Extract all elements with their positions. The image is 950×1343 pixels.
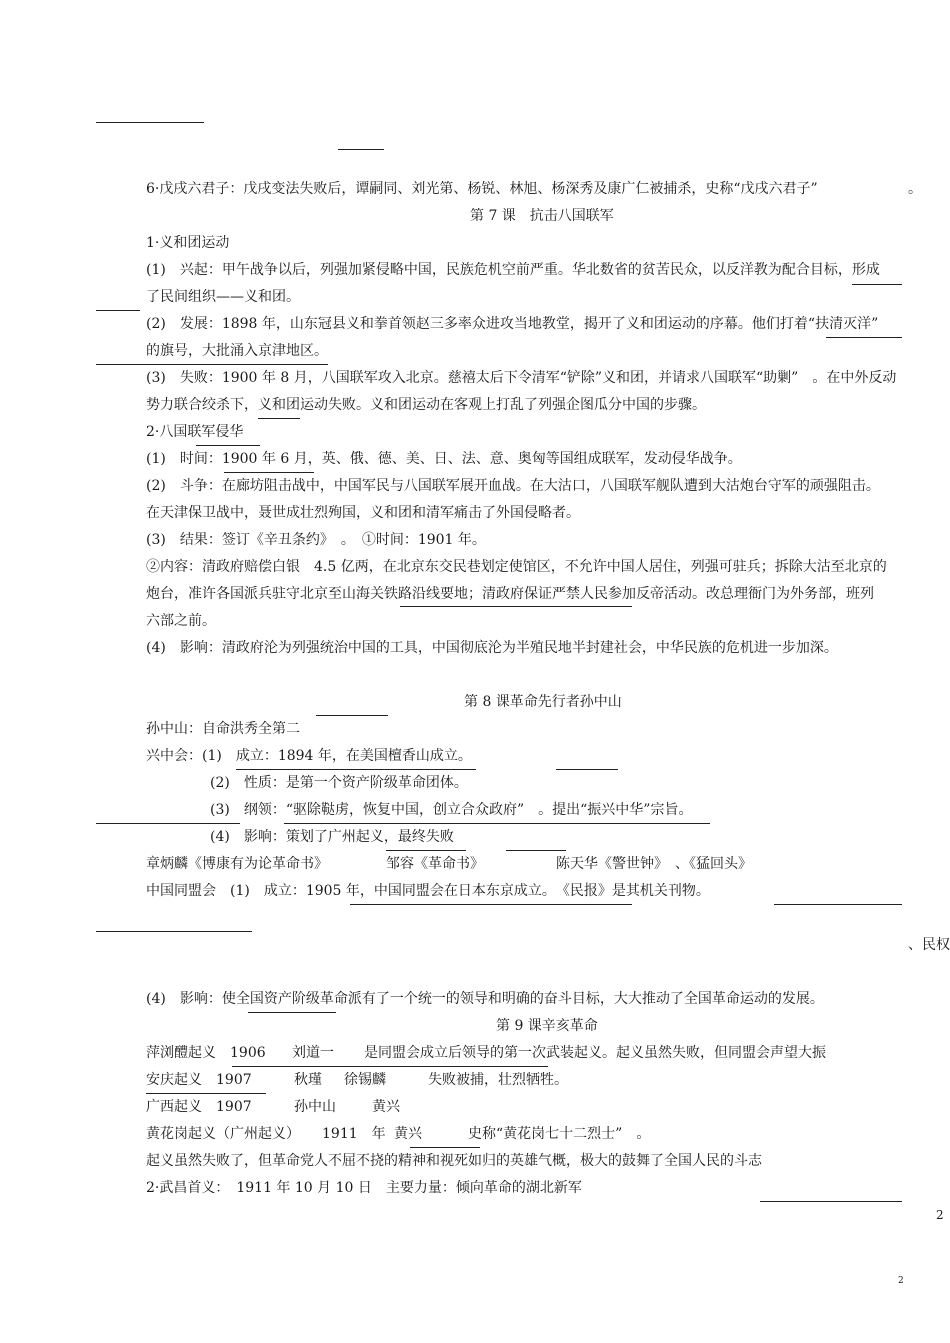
blank-line [96, 823, 240, 824]
text-line: 徐锡麟 [344, 1072, 386, 1088]
text-line: 1911 年 [322, 1126, 386, 1142]
blank-line [316, 715, 388, 716]
text-line: (3) 失败：1900 年 8 月，八国联军攻入北京。慈禧太后下令清军“铲除”义和团，并请求八国联军“助剿” 。在中外反动 [146, 370, 897, 386]
text-line: (3) 纲领：“驱除鞑虏，恢复中国，创立合众政府” 。提出“振兴中华”宗旨。 [210, 802, 693, 818]
blank-line [774, 904, 902, 905]
text-line: 陈天华《警世钟》 、《猛回头》 [556, 856, 752, 872]
blank-line [506, 850, 566, 851]
section-heading: 第 7 课 抗击八国联军 [470, 208, 614, 224]
text-line: 在天津保卫战中，聂世成壮烈殉国，义和团和清军痛击了外国侵略者。 [146, 505, 580, 521]
blank-line [826, 337, 902, 338]
blank-line [224, 472, 314, 473]
text-line: 史称“黄花岗七十二烈士” 。 [468, 1126, 651, 1142]
text-line: 中国同盟会 (1) 成立：1905 年，中国同盟会在日本东京成立。 《民报》是其机关刊物。 [146, 883, 710, 899]
blank-line [338, 149, 384, 150]
blank-line [386, 850, 466, 851]
text-line: 黄兴 [372, 1099, 400, 1115]
section-heading: 第 8 课革命先行者孙中山 [464, 694, 622, 710]
blank-line [232, 1066, 548, 1067]
blank-line [350, 904, 632, 905]
text-line: 黄花岗起义（广州起义） [146, 1126, 300, 1142]
text-line: 秋瑾 [294, 1072, 322, 1088]
sub-heading: 1·义和团运动 [146, 235, 230, 251]
text-line: 的旗号，大批涌入京津地区。 [146, 343, 328, 359]
blank-line [236, 769, 476, 770]
text-line: (1) 兴起：甲午战争以后，列强加紧侵略中国，民族危机空前严重。华北数省的贫苦民众，以反洋教为配合目标，形成 [146, 262, 880, 278]
text-line: 孙中山 [294, 1099, 336, 1115]
text-line: 2·武昌首义： 1911 年 10 月 10 日 主要力量：倾向革命的湖北新军 [146, 1180, 582, 1196]
text-line: (2) 性质：是第一个资产阶级革命团体。 [210, 775, 468, 791]
text-line: 邹容《革命书》 [386, 856, 484, 872]
text-line: 黄兴 [394, 1126, 422, 1142]
text-line: 广西起义 1907 [146, 1099, 252, 1115]
text-line: 了民间组织——义和团。 [146, 289, 300, 305]
blank-line [410, 1147, 480, 1148]
text-line: 兴中会：(1) 成立：1894 年，在美国檀香山成立。 [146, 748, 472, 764]
blank-line [400, 606, 632, 607]
blank-line [258, 418, 300, 419]
text-line: (2) 发展：1898 年，山东冠县义和拳首领赵三多率众进攻当地教堂，揭开了义和团运动的序幕。他们打着“扶清灭洋” [146, 316, 879, 332]
blank-line [196, 445, 260, 446]
text-line: (4) 影响：清政府沦为列强统治中国的工具，中国彻底沦为半殖民地半封建社会，中华民族的危机进一步加深。 [146, 640, 838, 656]
blank-line [96, 310, 140, 311]
blank-line [248, 1012, 336, 1013]
blank-line [556, 769, 618, 770]
text-line: 起义虽然失败了，但革命党人不屈不挠的精神和视死如归的英雄气概，极大的鼓舞了全国人民的斗志 [146, 1153, 762, 1169]
sub-heading: 2·八国联军侵华 [146, 424, 244, 440]
text-line: (4) 影响：策划了广州起义，最终失败 [210, 829, 454, 845]
text-line: (2) 斗争：在廊坊阻击战中，中国军民与八国联军展开血战。在大沽口，八国联军舰队遭到大沽炮台守军的顽强阻击。 [146, 478, 880, 494]
text-line: 炮台，准许各国派兵驻守北京至山海关铁路沿线要地；清政府保证严禁人民参加反帝活动。改总理衙门为外务部，班列 [146, 586, 874, 602]
text-line: ②内容：清政府赔偿白银 4.5 亿两，在北京东交民巷划定使馆区，不允许中国人居住，列强可驻兵；拆除大沽至北京的 [146, 559, 887, 575]
blank-line [96, 364, 328, 365]
text-line: 孙中山：自命洪秀全第二 [146, 721, 300, 737]
text-line: 失败被捕，壮烈牺牲。 [428, 1072, 568, 1088]
text-line: 6·戊戌六君子：戊戌变法失败后，谭嗣同、刘光第、杨锐、林旭、杨深秀及康广仁被捕杀，史称“戊戌六君子” [146, 181, 818, 197]
text-line: 刘道一 [292, 1045, 334, 1061]
blank-line [96, 122, 204, 123]
blank-line [852, 284, 902, 285]
blank-line [96, 931, 252, 932]
text-line: 萍浏醴起义 1906 [146, 1045, 266, 1061]
text-line: 、民权 [908, 937, 950, 953]
text-line: (3) 结果：签订《辛丑条约》 。 ①时间：1901 年。 [146, 532, 486, 548]
blank-line [760, 1201, 902, 1202]
text-line: 章炳麟《博康有为论革命书》 [146, 856, 328, 872]
text-line: 。 [908, 181, 922, 197]
text-line: (1) 时间：1900 年 6 月，英、俄、德、美、日、法、意、奥匈等国组成联军，发动侵华战争。 [146, 451, 742, 467]
blank-line [284, 823, 710, 824]
blank-line [146, 1093, 266, 1094]
section-heading: 第 9 课辛亥革命 [496, 1018, 598, 1034]
text-line: 是同盟会成立后领导的第一次武装起义。起义虽然失败，但同盟会声望大振 [364, 1045, 826, 1061]
text-line: 安庆起义 1907 [146, 1072, 252, 1088]
text-line: (4) 影响：使全国资产阶级革命派有了一个统一的领导和明确的奋斗目标，大大推动了全国革命运动的发展。 [146, 991, 824, 1007]
text-line: 六部之前。 [146, 613, 216, 629]
page-number: 2 [898, 1276, 904, 1286]
text-line: 势力联合绞杀下，义和团运动失败。义和团运动在客观上打乱了列强企图瓜分中国的步骤。 [146, 397, 706, 413]
margin-mark: 2 [936, 1208, 944, 1222]
